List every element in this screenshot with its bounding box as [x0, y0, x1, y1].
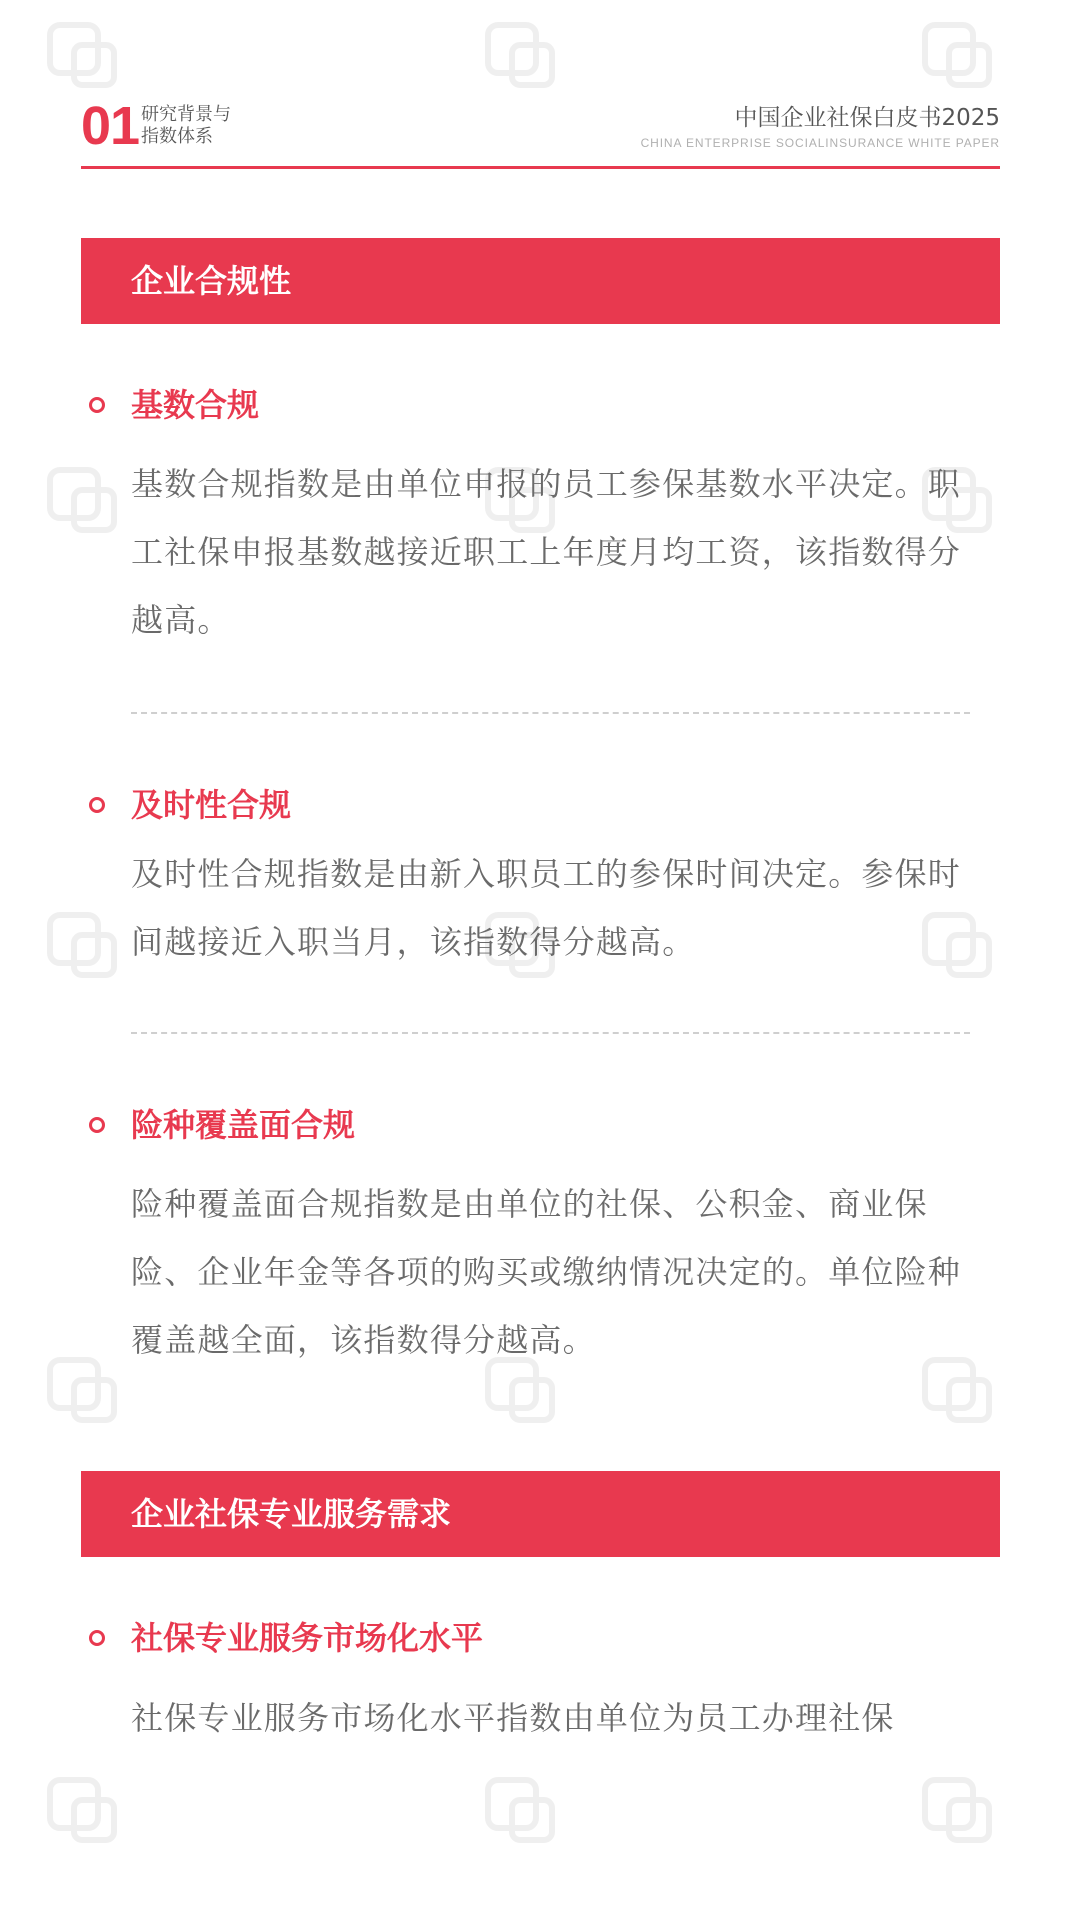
bullet-circle-icon — [89, 1117, 105, 1133]
watermark-logo-icon — [478, 1770, 628, 1920]
document-subtitle: CHINA ENTERPRISE SOCIALINSURANCE WHITE PAPER — [640, 136, 1000, 150]
bullet-circle-icon — [89, 797, 105, 813]
item-body: 险种覆盖面合规指数是由单位的社保、公积金、商业保险、企业年金等各项的购买或缴纳情况决定的。单位险种覆盖越全面，该指数得分越高。 — [131, 1185, 962, 1359]
item-title: 基数合规 — [131, 386, 260, 424]
item-body: 社保专业服务市场化水平指数由单位为员工办理社保 — [131, 1699, 895, 1737]
section-banner-service-demand — [81, 1471, 1000, 1557]
chapter-number: 01 — [81, 96, 140, 156]
watermark-logo-icon — [478, 15, 628, 165]
chapter-title-line1: 研究背景与 — [141, 104, 231, 125]
item-title: 社保专业服务市场化水平 — [131, 1619, 484, 1657]
item-body: 及时性合规指数是由新入职员工的参保时间决定。参保时间越接近入职当月，该指数得分越高。 — [131, 855, 962, 961]
item-title: 险种覆盖面合规 — [131, 1106, 356, 1144]
header-rule — [81, 166, 1000, 169]
dashed-divider — [131, 1032, 970, 1034]
bullet-circle-icon — [89, 397, 105, 413]
dashed-divider — [131, 712, 970, 714]
bullet-circle-icon — [89, 1630, 105, 1646]
chapter-title — [141, 104, 231, 148]
chapter-title-line2: 指数体系 — [141, 126, 213, 147]
item-body: 基数合规指数是由单位申报的员工参保基数水平决定。职工社保申报基数越接近职工上年度月均工资，该指数得分越高。 — [131, 465, 962, 639]
section-heading: 企业社保专业服务需求 — [131, 1495, 452, 1533]
watermark-logo-icon — [915, 1770, 1065, 1920]
document-title: 中国企业社保白皮书2025 — [734, 105, 1000, 131]
section-banner-compliance — [81, 238, 1000, 324]
watermark-logo-icon — [40, 1770, 190, 1920]
section-heading: 企业合规性 — [131, 262, 292, 300]
item-title: 及时性合规 — [131, 786, 292, 824]
